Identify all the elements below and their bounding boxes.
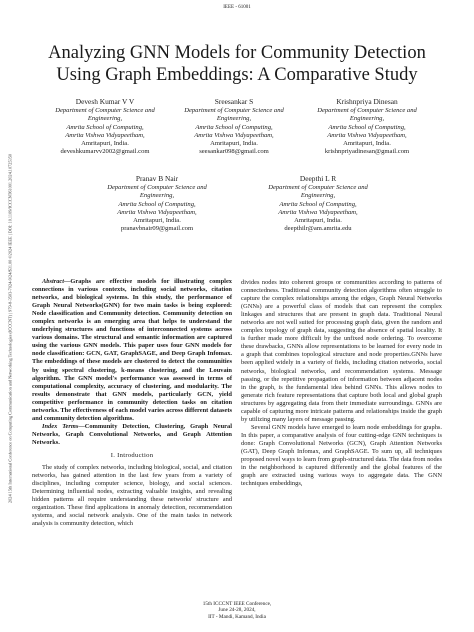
author-department: Department of Computer Science and xyxy=(268,184,368,192)
author-email: krishnpriyadinesan@gmail.com xyxy=(324,148,410,156)
abstract-text: —Graphs are effective models for illustrating complex connections in various contexts, including social networks, citation networks, and biological systems. In this study, the performance of Graph Neural Networks(GNN) for two main tasks is being explored: Node classification and Community detection. Community detection on complex networks is an emerging area that helps to understand the underlying structures and functions of interconnected systems across various domains. The structural and semantic information are captured using the various GNN models. This paper uses four GNN models for node classification: GCN, GAT, GraphSAGE, and Deep Graph Infomax. The embeddings of these models are clustered to detect the communities by using spectral clustering, k-means clustering, and the Louvain algorithm. The GNN model's performance was assessed in terms of computational complexity, accuracy of clustering, and modularity. The results demonstrate that GNN models, particularly GCN, yield competitive performance in community detection tasks on citation networks. The effectiveness of each model varies across different datasets and community detection algorithms. xyxy=(32,278,232,422)
author-school: Amrita School of Computing, xyxy=(279,200,357,208)
author-block-2 xyxy=(169,98,299,156)
author-city: Amritapuri, India. xyxy=(210,140,258,148)
abstract-label: Abstract xyxy=(42,278,65,285)
author-school: Amrita School of Computing, xyxy=(195,123,273,131)
author-department: Department of Computer Science and xyxy=(317,107,417,115)
index-terms xyxy=(32,423,232,447)
author-city: Amritapuri, India. xyxy=(294,217,342,225)
section-heading-introduction: I. Introduction xyxy=(110,451,154,459)
author-university: Amrita Vishwa Vidyapeetham, xyxy=(117,208,197,216)
right-column xyxy=(241,279,442,488)
paper-title-line-1: Analyzing GNN Models for Community Detection xyxy=(48,43,426,63)
author-department: Department of Computer Science and xyxy=(184,107,284,115)
author-school: Amrita School of Computing, xyxy=(118,200,196,208)
author-email: seesankar098@gmail.com xyxy=(199,148,269,156)
footer-line-3: IIT - Mandi, Kamand, India xyxy=(208,613,266,620)
author-university: Amrita Vishwa Vidyapeetham, xyxy=(194,131,274,139)
author-block-3 xyxy=(300,98,434,156)
author-department-cont: Engineering, xyxy=(300,192,336,200)
author-city: Amritapuri, India. xyxy=(343,140,391,148)
author-name: Devesh Kumar V V xyxy=(75,97,135,106)
author-department-cont: Engineering, xyxy=(349,115,385,123)
author-department: Department of Computer Science and xyxy=(107,184,207,192)
author-city: Amritapuri, India. xyxy=(81,140,129,148)
conference-id-header: IEEE - 61001 xyxy=(223,5,251,10)
gnn-models-paragraph: Several GNN models have emerged to learn node embeddings for graphs. In this paper, a comparative analysis of four cutting-edge GNN techniques is done: Graph Convolutional Networks (GCN), Graph Attention Networks (GAT), Deep Graph Infomax, and GraphSAGE. To sum up, all techniques proposed novel ways to learn from graph-structured data. The data from nodes in the neighborhood is captured differently and the global features of the graph are extracted using various ways to aggregate data. The GNN techniques embeddings, xyxy=(241,423,442,488)
side-citation-text: 2024 15th International Conference on Computing Communication and Networking Technologies (ICCCNT) | 979-8-3503-7024-9/24/$31.00 ©2024 IEEE | DOI: 10.1109/ICCCNT61001.2024.10725350 xyxy=(7,154,13,503)
abstract xyxy=(32,278,232,423)
paper-title xyxy=(40,42,434,86)
author-school: Amrita School of Computing, xyxy=(66,123,144,131)
intro-paragraph: The study of complex networks, including biological, social, and citation networks, has gained attention in the last few years from a variety of disciplines, including computer science, biology, and social sciences. Determining influential nodes, extracting valuable insights, and revealing hidden patterns all require understanding these networks' structure and organization. These find applications in anomaly detection, recommendation systems, and social network analysis. One of the main tasks in network analysis is community detection, which xyxy=(32,464,232,528)
author-department-cont: Engineering, xyxy=(87,115,123,123)
author-university: Amrita Vishwa Vidyapeetham, xyxy=(278,208,358,216)
author-email: pranavbnair09@gmail.com xyxy=(120,225,194,233)
author-email: deveshkumarvv2002@gmail.com xyxy=(60,148,150,156)
author-email: deepthilr@am.amrita.edu xyxy=(284,225,352,233)
author-name: Deepthi L R xyxy=(299,174,337,183)
index-terms-text: —Community Detection, Clustering, Graph Neural Networks, Graph Convolutional Networks, and Graph Attention Networks. xyxy=(32,422,232,446)
author-school: Amrita School of Computing, xyxy=(328,123,406,131)
author-block-1 xyxy=(40,98,170,156)
author-name: Pranav B Nair xyxy=(135,174,179,183)
author-department: Department of Computer Science and xyxy=(55,107,155,115)
conference-footer xyxy=(0,601,474,620)
author-department-cont: Engineering, xyxy=(139,192,175,200)
author-university: Amrita Vishwa Vidyapeetham, xyxy=(65,131,145,139)
footer-line-2: June 24-28, 2024, xyxy=(218,607,256,614)
intro-paragraph-continued: divides nodes into coherent groups or communities according to patterns of connectedness. Traditional community detection algorithms often struggle to capture the complex relationships among the edges, Graph Neural Networks (GNNs) are a powerful class of models that can represent the complex linkages and structures that are present in graph data. Traditional Neural networks are not well suited for processing graph data, given the random and complex topology of graph data, suggesting the absence of spatial locality. It is further made more difficult by the unfixed node ordering. To overcome these drawbacks, GNNs allow representations to be learned for every node in a graph that combines topological structure and node properties.GNNs have been applied widely in a variety of fields, including citation networks, social networks, biological networks, and recommendation systems. Message passing, or the repetitive propagation of information between adjacent nodes in the graph, is the fundamental idea behind GNNs. This allows nodes to generate rich feature representations that capture both local and global graph structures by aggregating data from their immediate surroundings. GNNs are capable of capturing more intricate patterns and relationships inside the graph by utilizing many layers of message passing. xyxy=(241,279,442,423)
author-block-4 xyxy=(82,175,232,233)
author-city: Amritapuri, India. xyxy=(133,217,181,225)
author-name: Krishnpriya Dinesan xyxy=(336,97,398,106)
paper-title-line-2: Using Graph Embeddings: A Comparative Study xyxy=(56,65,418,85)
author-department-cont: Engineering, xyxy=(216,115,252,123)
author-name: Sreesankar S xyxy=(214,97,254,106)
index-terms-label: Index Terms xyxy=(42,422,79,430)
footer-line-1: 15th ICCCNT IEEE Conference, xyxy=(202,601,272,607)
author-block-5 xyxy=(243,175,393,233)
author-university: Amrita Vishwa Vidyapeetham, xyxy=(327,131,407,139)
left-column xyxy=(32,278,232,528)
